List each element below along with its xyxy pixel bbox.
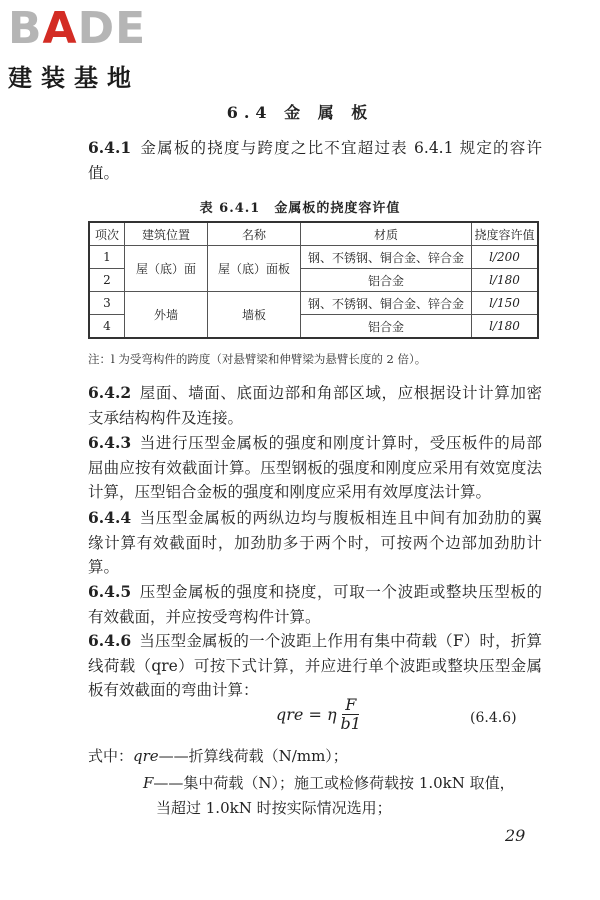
logo-wordmark: BADE bbox=[8, 3, 147, 54]
table-header-row: 项次 建筑位置 名称 材质 挠度容许值 bbox=[89, 222, 538, 246]
definition-f-continued: 当超过 1.0kN 时按实际情况选用； bbox=[156, 799, 392, 817]
clause-6-4-4: 6.4.4 当压型金属板的两纵边均与腹板相连且中间有加劲肋的翼缘计算有效截面时，加劲肋多于两个时，可按两个边部加劲肋计算。 bbox=[88, 508, 542, 576]
deflection-limit-table bbox=[88, 221, 539, 339]
clause-6-4-5: 6.4.5 压型金属板的强度和挠度，可取一个波距或整块压型板的有效截面，并应按受弯构件计算。 bbox=[88, 582, 542, 626]
section-title: 6.4 金 属 板 bbox=[226, 103, 374, 122]
table-row: 1 屋（底）面 屋（底）面板 钢、不锈钢、铜合金、锌合金 l/200 bbox=[89, 246, 538, 269]
clause-6-4-3: 6.4.3 当进行压型金属板的强度和刚度计算时，受压板件的局部屈曲应按有效截面计算。压型钢板的强度和刚度应采用有效宽度法计算，压型铝合金板的强度和刚度应采用有效厚度法计算。 bbox=[88, 433, 542, 501]
table-note: 注：l 为受弯构件的跨度（对悬臂梁和伸臂梁为悬臂长度的 2 倍）。 bbox=[88, 352, 427, 366]
table-row: 3 外墙 墙板 钢、不锈钢、铜合金、锌合金 l/150 bbox=[89, 292, 538, 315]
table-row: 4 铝合金 l/180 bbox=[89, 315, 538, 339]
fraction: $\frac{F}{b1}$ bbox=[340, 695, 361, 733]
formula-number: (6.4.6) bbox=[470, 710, 517, 726]
clause-6-4-2: 6.4.2 屋面、墙面、底面边部和角部区域，应根据设计计算加密支承结构构件及连接。 bbox=[88, 383, 542, 427]
definition-f: F——集中荷载（N）；施工或检修荷载按 1.0kN 取值， bbox=[143, 774, 515, 792]
clause-6-4-6: 6.4.6 当压型金属板的一个波距上作用有集中荷载（F）时，折算线荷载（qre）可按下式计算，并应进行单个波距或整块压型金属板有效截面的弯曲计算： bbox=[88, 631, 542, 699]
site-logo bbox=[8, 3, 147, 93]
definition-q: 式中：qre——折算线荷载（N/mm）； bbox=[88, 747, 348, 765]
logo-chinese-name: 建装基地 bbox=[8, 64, 140, 92]
table-title: 表 6.4.1 金属板的挠度容许值 bbox=[199, 201, 401, 216]
formula-6-4-6: qre = η $\frac{F}{b1}$ bbox=[276, 695, 361, 733]
table-row: 2 铝合金 l/180 bbox=[89, 269, 538, 292]
page-number: 29 bbox=[505, 826, 526, 845]
clause-6-4-1: 6.4.1 金属板的挠度与跨度之比不宜超过表 6.4.1 规定的容许值。 bbox=[88, 138, 542, 182]
